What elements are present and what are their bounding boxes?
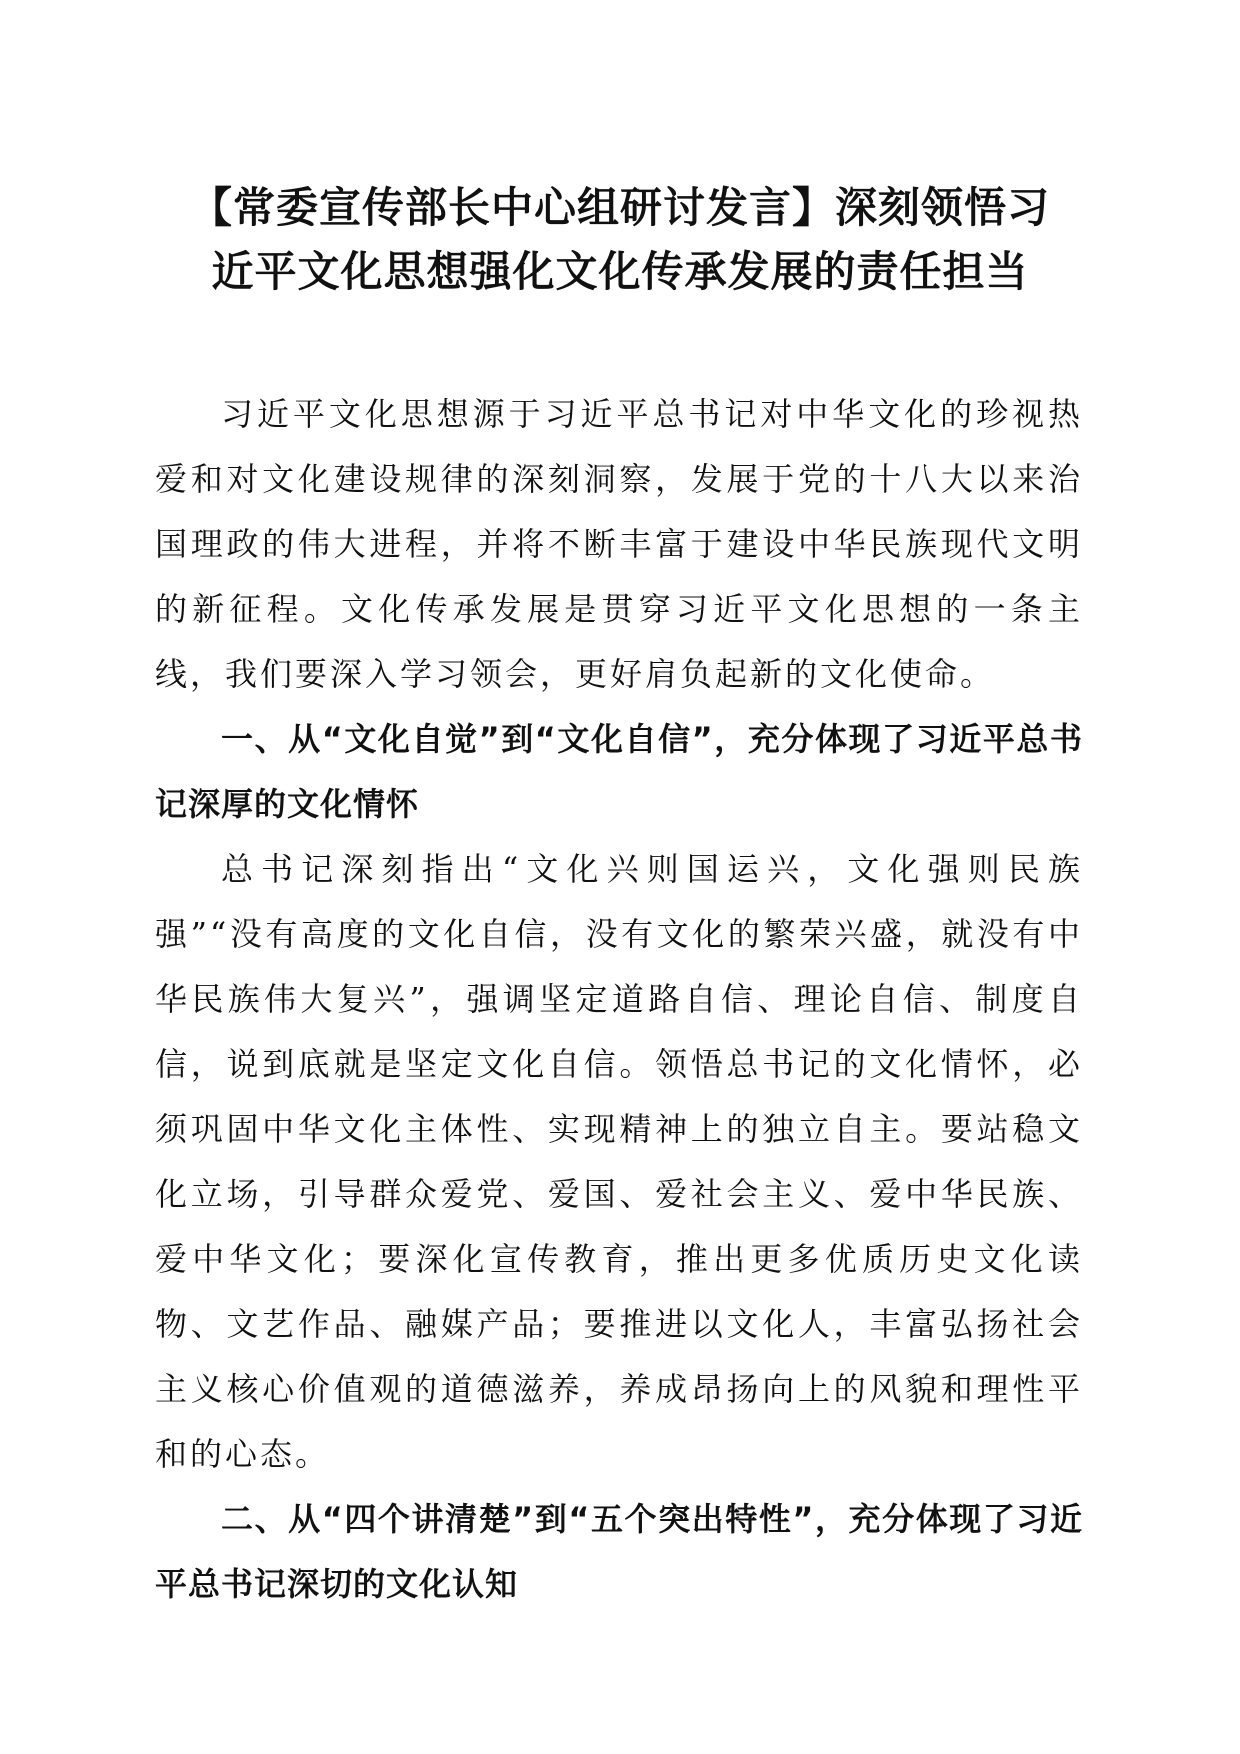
document-title bbox=[155, 176, 1085, 304]
title-line-2: 近平文化思想强化文化传承发展的责任担当 bbox=[211, 247, 1029, 296]
section-2-heading: 二、从“四个讲清楚”到“五个突出特性”，充分体现了习近平总书记深切的文化认知 bbox=[155, 1500, 1083, 1603]
intro-paragraph: 习近平文化思想源于习近平总书记对中华文化的珍视热爱和对文化建设规律的深刻洞察，发展于党的十八大以来治国理政的伟大进程，并将不断丰富于建设中华民族现代文明的新征程。文化传承发展是贯穿习近平文化思想的一条主线，我们要深入学习领会，更好肩负起新的文化使命。 bbox=[155, 395, 1083, 693]
section-1-paragraph: 总书记深刻指出“文化兴则国运兴，文化强则民族强”“没有高度的文化自信，没有文化的繁荣兴盛，就没有中华民族伟大复兴”，强调坚定道路自信、理论自信、制度自信，说到底就是坚定文化自信。领悟总书记的文化情怀，必须巩固中华文化主体性、实现精神上的独立自主。要站稳文化立场，引导群众爱党、爱国、爱社会主义、爱中华民族、爱中华文化；要深化宣传教育，推出更多优质历史文化读物、文艺作品、融媒产品；要推进以文化人，丰富弘扬社会主义核心价值观的道德滋养，养成昂扬向上的风貌和理性平和的心态。 bbox=[155, 850, 1083, 1473]
title-line-1: 【常委宣传部长中心组研讨发言】深刻领悟习 bbox=[189, 183, 1050, 232]
section-1-heading: 一、从“文化自觉”到“文化自信”，充分体现了习近平总书记深厚的文化情怀 bbox=[155, 720, 1083, 823]
document-body bbox=[155, 382, 1083, 1617]
